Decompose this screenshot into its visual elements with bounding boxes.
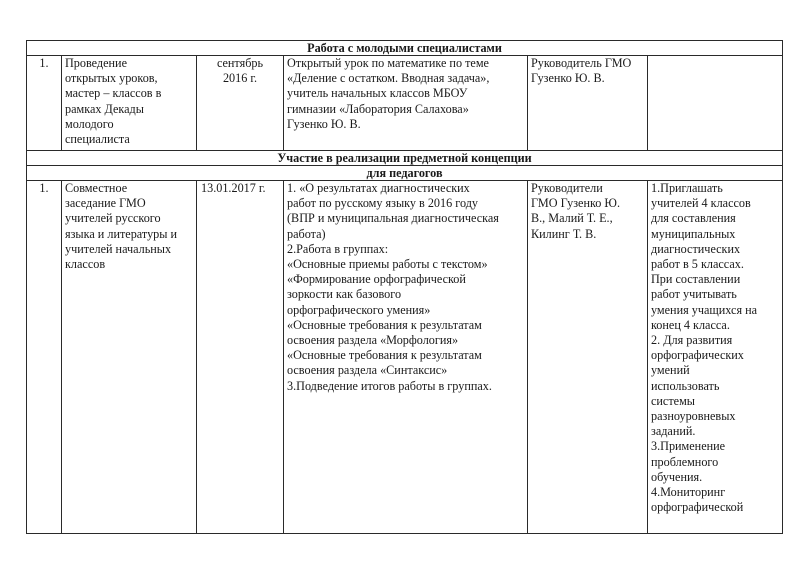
text-line: специалиста bbox=[65, 132, 130, 147]
section-title: Участие в реализации предметной концепции bbox=[27, 151, 783, 166]
text-line: классов bbox=[65, 257, 106, 272]
date-cell bbox=[197, 181, 284, 534]
text-line: Килинг Т. В. bbox=[531, 226, 597, 241]
text-line: При составлении bbox=[651, 272, 741, 287]
section-subheader-teachers bbox=[27, 166, 783, 181]
text-line: Проведение bbox=[65, 56, 127, 70]
event-name-cell bbox=[62, 56, 197, 151]
section-subtitle: для педагогов bbox=[27, 166, 783, 181]
work-plan-table bbox=[26, 40, 783, 534]
text-line: 1. «О результатах диагностических bbox=[287, 181, 470, 195]
text-line: Руководитель ГМО bbox=[531, 56, 632, 70]
text-line: работ в 5 классах. bbox=[651, 257, 744, 272]
text-line: мастер – классов в bbox=[65, 86, 162, 101]
text-line: учителей 4 классов bbox=[651, 196, 751, 211]
text-line: учитель начальных классов МБОУ bbox=[287, 86, 468, 101]
text-line: 2016 г. bbox=[222, 71, 258, 86]
row-number: 1. bbox=[27, 56, 62, 151]
text-line: Открытый урок по математике по теме bbox=[287, 56, 489, 70]
text-line: умения учащихся на bbox=[651, 302, 758, 317]
text-line: орфографического умения» bbox=[287, 302, 431, 317]
text-line: умений bbox=[651, 363, 690, 378]
text-line: рамках Декады bbox=[65, 101, 144, 116]
text-line: муниципальных bbox=[651, 226, 736, 241]
result-cell bbox=[648, 56, 783, 151]
description-cell bbox=[284, 181, 528, 534]
table-row bbox=[27, 181, 783, 534]
text-line: молодого bbox=[65, 116, 114, 131]
text-line: «Основные требования к результатам bbox=[287, 317, 482, 332]
text-line: работ по русскому языку в 2016 году bbox=[287, 196, 478, 211]
text-line: конец 4 класса. bbox=[651, 317, 730, 332]
text-line: для составления bbox=[651, 211, 736, 226]
table-row bbox=[27, 56, 783, 151]
text-line: Руководители bbox=[531, 181, 603, 195]
text-line: орфографической bbox=[651, 500, 744, 515]
text-line: ГМО Гузенко Ю. bbox=[531, 196, 621, 211]
text-line: разноуровневых bbox=[651, 409, 736, 424]
text-line: обучения. bbox=[651, 469, 703, 484]
text-line: Гузенко Ю. В. bbox=[287, 116, 361, 131]
section-header-subject-concept bbox=[27, 151, 783, 166]
text-line: зоркости как базового bbox=[287, 287, 402, 302]
text-line: заданий. bbox=[651, 424, 696, 439]
text-line: 2.Работа в группах: bbox=[287, 241, 389, 256]
text-line: учителей русского bbox=[65, 211, 161, 226]
text-line: системы bbox=[651, 393, 695, 408]
responsible-cell bbox=[528, 181, 648, 534]
text-line: «Основные приемы работы с текстом» bbox=[287, 257, 488, 272]
description-cell bbox=[284, 56, 528, 151]
text-line: сентябрь bbox=[216, 56, 264, 70]
text-line: 3.Подведение итогов работы в группах. bbox=[287, 378, 492, 393]
text-line: Гузенко Ю. В. bbox=[531, 71, 605, 86]
text-line: учителей начальных bbox=[65, 241, 172, 256]
text-line: языка и литературы и bbox=[65, 226, 178, 241]
text-line: «Деление с остатком. Вводная задача», bbox=[287, 71, 490, 86]
text-line: проблемного bbox=[651, 454, 719, 469]
responsible-cell bbox=[528, 56, 648, 151]
text-line: использовать bbox=[651, 378, 720, 393]
text-line: «Формирование орфографической bbox=[287, 272, 466, 287]
text-line: освоения раздела «Морфология» bbox=[287, 333, 459, 348]
text-line: Совместное bbox=[65, 181, 128, 195]
row-number: 1. bbox=[27, 181, 62, 534]
text-line: 3.Применение bbox=[651, 439, 726, 454]
text-line: 1.Приглашать bbox=[651, 181, 723, 195]
text-line: работ учитывать bbox=[651, 287, 737, 302]
text-line: открытых уроков, bbox=[65, 71, 158, 86]
text-line: гимназии «Лаборатория Салахова» bbox=[287, 101, 469, 116]
text-line: «Основные требования к результатам bbox=[287, 348, 482, 363]
result-cell bbox=[648, 181, 783, 534]
section-header-young-specialists bbox=[27, 41, 783, 56]
text-line: диагностических bbox=[651, 241, 741, 256]
event-name-cell bbox=[62, 181, 197, 534]
text-line: В., Малий Т. Е., bbox=[531, 211, 613, 226]
text-line: 2. Для развития bbox=[651, 333, 733, 348]
text-line: орфографических bbox=[651, 348, 744, 363]
section-title: Работа с молодыми специалистами bbox=[27, 41, 783, 56]
text-line: работа) bbox=[287, 226, 326, 241]
text-line: заседание ГМО bbox=[65, 196, 146, 211]
date-cell bbox=[197, 56, 284, 151]
text-line: 13.01.2017 г. bbox=[201, 181, 266, 195]
text-line: освоения раздела «Синтаксис» bbox=[287, 363, 448, 378]
text-line: (ВПР и муниципальная диагностическая bbox=[287, 211, 499, 226]
text-line: 4.Мониторинг bbox=[651, 485, 726, 500]
